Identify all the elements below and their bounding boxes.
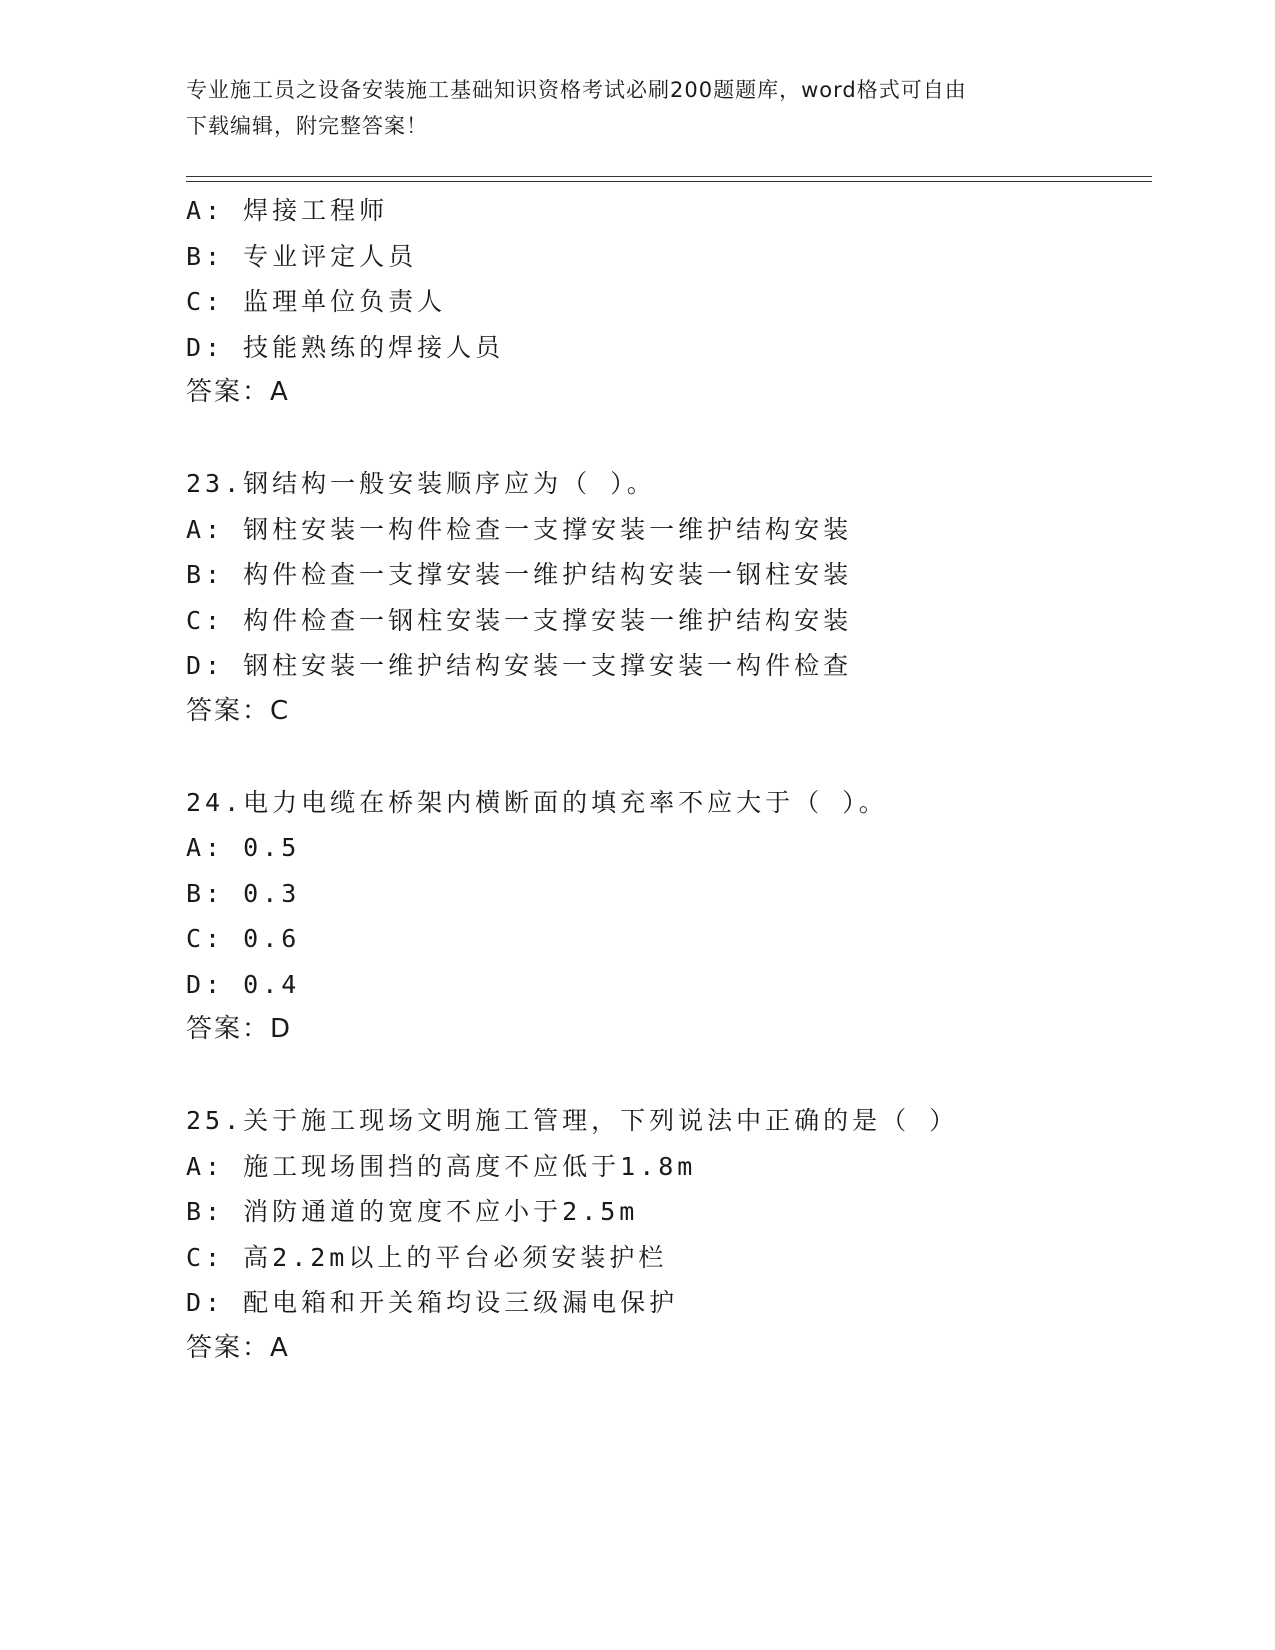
- answer: 答案：C: [186, 695, 291, 726]
- option-b: B: 0.3: [186, 878, 301, 908]
- option-b: B: 消防通道的宽度不应小于2.5m: [186, 1197, 639, 1226]
- option-a: A: 焊接工程师: [186, 196, 389, 225]
- question-text: 23.钢结构一般安装顺序应为（ ）。: [186, 469, 656, 498]
- question-22: [186, 188, 1146, 416]
- option-d: D: 0.4: [186, 969, 301, 999]
- header-divider-bottom: [186, 181, 1152, 182]
- question-25: [186, 1098, 1146, 1371]
- header-title-line-2: 下载编辑，附完整答案！: [186, 114, 428, 138]
- option-b: B: 专业评定人员: [186, 241, 418, 271]
- option-a: A: 施工现场围挡的高度不应低于1.8m: [186, 1151, 697, 1181]
- option-a: A: 0.5: [186, 833, 301, 862]
- spacer: [186, 416, 1146, 462]
- option-b: B: 构件检查一支撑安装一维护结构安装一钢柱安装: [186, 560, 853, 589]
- question-list: [186, 188, 1146, 1371]
- option-a: A: 钢柱安装一构件检查一支撑安装一维护结构安装: [186, 514, 853, 544]
- option-c: C: 0.6: [186, 924, 301, 953]
- option-c: C: 高2.2m以上的平台必须安装护栏: [186, 1242, 668, 1272]
- option-d: D: 钢柱安装一维护结构安装一支撑安装一构件检查: [186, 651, 853, 680]
- spacer: [186, 1053, 1146, 1099]
- option-c: C: 监理单位负责人: [186, 287, 447, 316]
- spacer: [186, 734, 1146, 780]
- answer: 答案：A: [186, 1332, 290, 1363]
- question-text: 24.电力电缆在桥架内横断面的填充率不应大于（ ）。: [186, 787, 888, 817]
- header-divider-top: [186, 176, 1152, 177]
- question-23: [186, 461, 1146, 734]
- option-d: D: 配电箱和开关箱均设三级漏电保护: [186, 1288, 679, 1317]
- header-title-line-1: 专业施工员之设备安装施工基础知识资格考试必刷200题题库，word格式可自由: [186, 78, 967, 102]
- answer: 答案：D: [186, 1014, 293, 1044]
- document-header: [186, 72, 1086, 144]
- question-24: [186, 780, 1146, 1053]
- question-text: 25.关于施工现场文明施工管理，下列说法中正确的是（ ）: [186, 1106, 959, 1135]
- option-d: D: 技能熟练的焊接人员: [186, 332, 505, 362]
- answer: 答案：A: [186, 377, 290, 407]
- option-c: C: 构件检查一钢柱安装一支撑安装一维护结构安装: [186, 605, 853, 635]
